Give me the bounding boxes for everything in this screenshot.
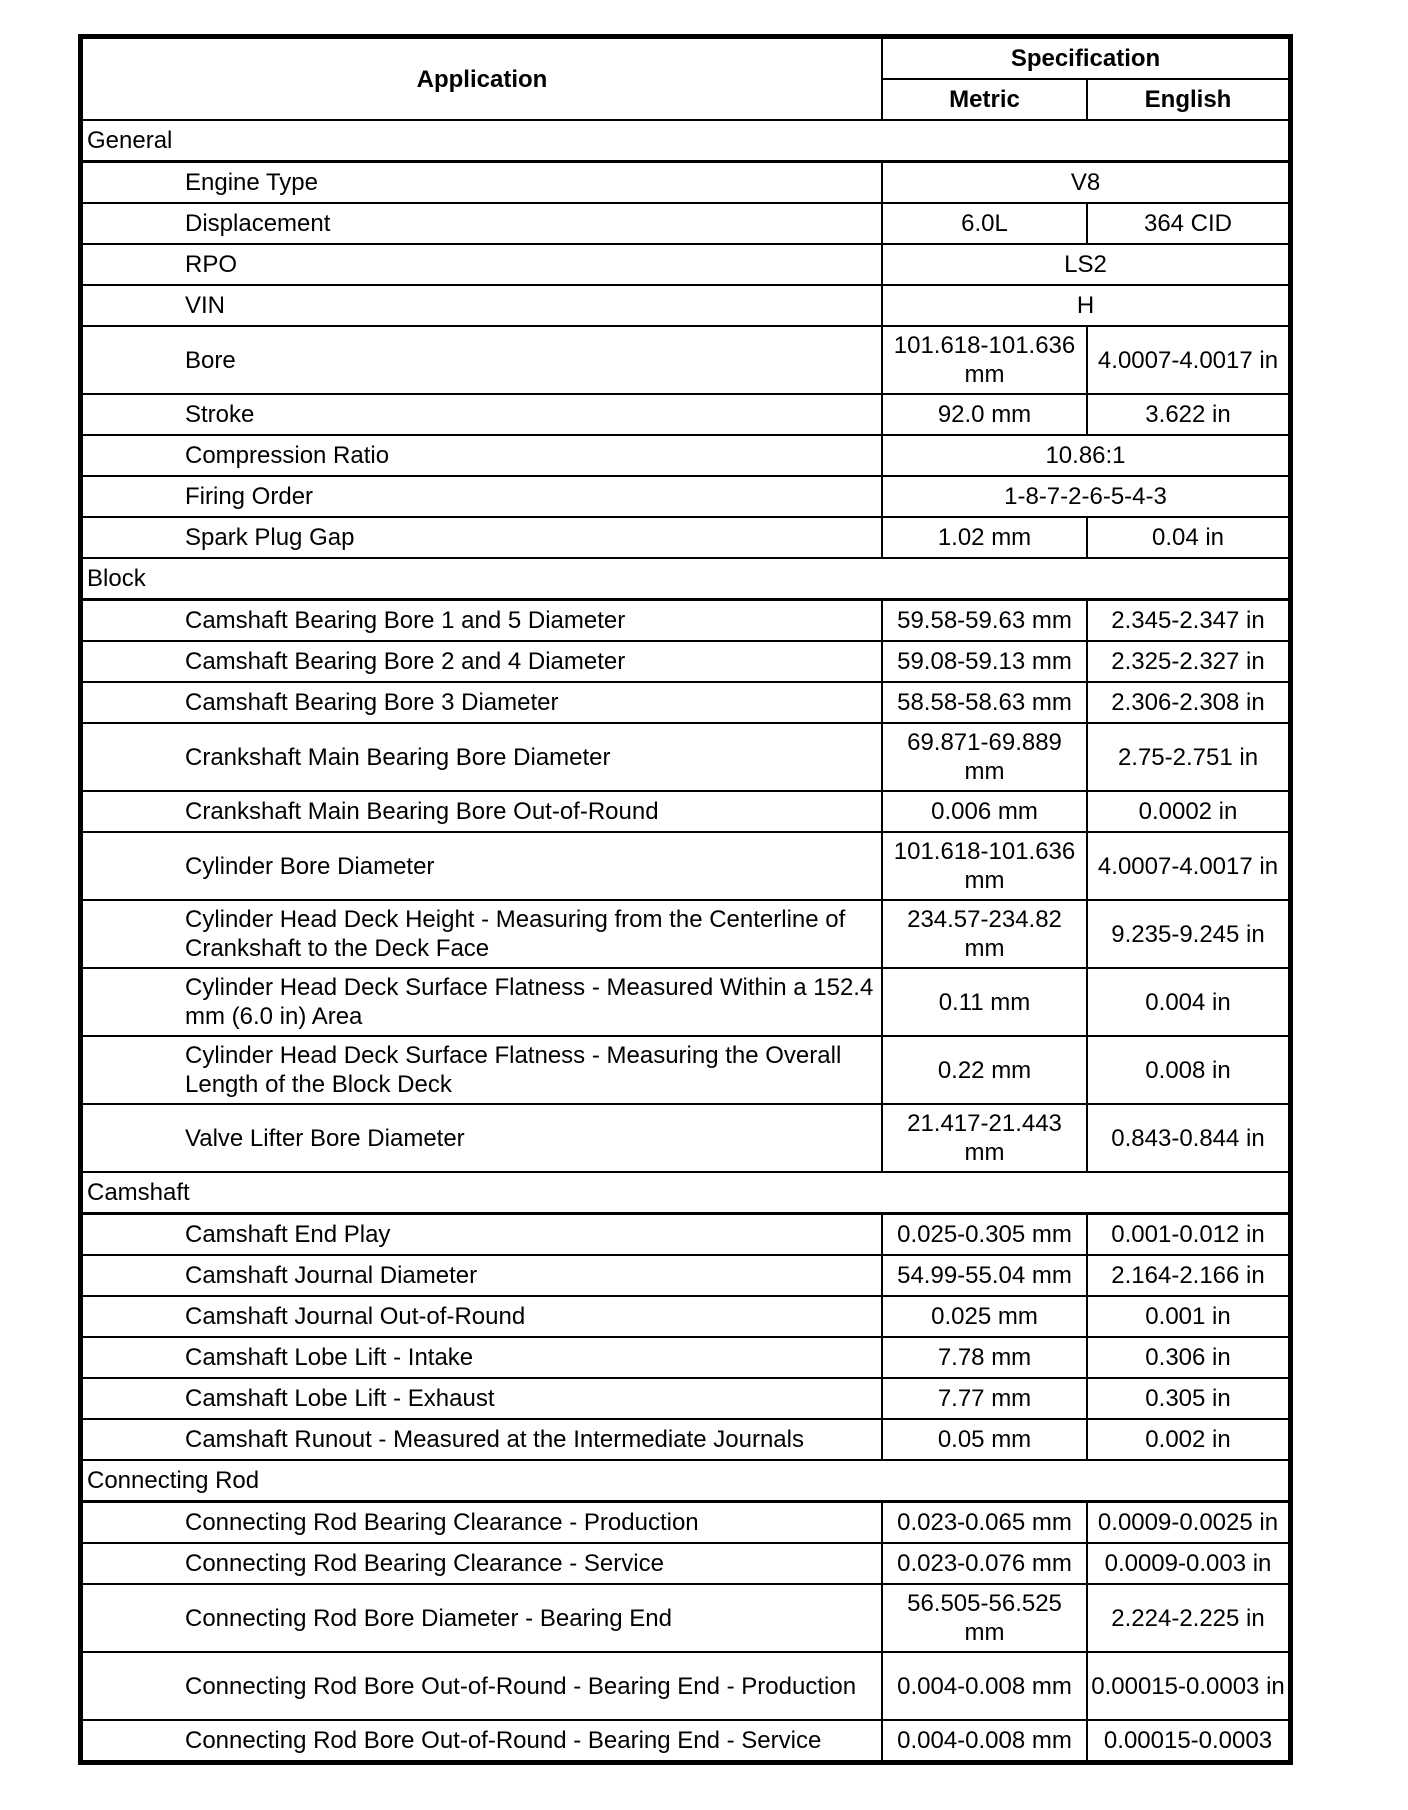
english-value-cell: 0.002 in xyxy=(1087,1419,1289,1460)
english-value-cell: 2.164-2.166 in xyxy=(1087,1255,1289,1296)
header-row-1 xyxy=(82,38,1289,79)
table-row xyxy=(82,435,1289,476)
table-row xyxy=(82,682,1289,723)
spec-value-cell: H xyxy=(882,285,1289,326)
table-body xyxy=(82,120,1289,1761)
application-cell: Camshaft Lobe Lift - Exhaust xyxy=(82,1378,882,1419)
english-value-cell: 0.001-0.012 in xyxy=(1087,1214,1289,1256)
english-value-cell: 0.306 in xyxy=(1087,1337,1289,1378)
table-header xyxy=(82,38,1289,120)
section-title: Connecting Rod xyxy=(82,1460,1289,1502)
table-row xyxy=(82,1502,1289,1544)
application-cell: Cylinder Head Deck Surface Flatness - Measured Within a 152.4 mm (6.0 in) Area xyxy=(82,968,882,1036)
table-row xyxy=(82,1720,1289,1761)
application-cell: Cylinder Bore Diameter xyxy=(82,832,882,900)
english-value-cell: 0.305 in xyxy=(1087,1378,1289,1419)
metric-value-cell: 0.05 mm xyxy=(882,1419,1087,1460)
application-cell: RPO xyxy=(82,244,882,285)
table-row xyxy=(82,900,1289,968)
application-cell: Camshaft Bearing Bore 3 Diameter xyxy=(82,682,882,723)
spec-value-cell: LS2 xyxy=(882,244,1289,285)
metric-value-cell: 21.417-21.443 mm xyxy=(882,1104,1087,1172)
metric-value-cell: 101.618-101.636 mm xyxy=(882,832,1087,900)
metric-value-cell: 6.0L xyxy=(882,203,1087,244)
table-row xyxy=(82,968,1289,1036)
application-cell: Camshaft Runout - Measured at the Intermediate Journals xyxy=(82,1419,882,1460)
application-cell: Connecting Rod Bore Diameter - Bearing End xyxy=(82,1584,882,1652)
metric-value-cell: 7.77 mm xyxy=(882,1378,1087,1419)
application-cell: Spark Plug Gap xyxy=(82,517,882,558)
table-row xyxy=(82,1255,1289,1296)
section-title: Block xyxy=(82,558,1289,600)
english-value-cell: 4.0007-4.0017 in xyxy=(1087,326,1289,394)
application-cell: Bore xyxy=(82,326,882,394)
application-cell: Connecting Rod Bearing Clearance - Production xyxy=(82,1502,882,1544)
application-cell: Cylinder Head Deck Surface Flatness - Measuring the Overall Length of the Block Deck xyxy=(82,1036,882,1104)
table-row xyxy=(82,326,1289,394)
table-row xyxy=(82,1419,1289,1460)
spec-value-cell: 1-8-7-2-6-5-4-3 xyxy=(882,476,1289,517)
section-row xyxy=(82,1172,1289,1214)
english-value-cell: 0.00015-0.0003 xyxy=(1087,1720,1289,1761)
table-row xyxy=(82,285,1289,326)
section-title: General xyxy=(82,120,1289,162)
metric-value-cell: 0.22 mm xyxy=(882,1036,1087,1104)
table-row xyxy=(82,162,1289,204)
metric-value-cell: 0.025-0.305 mm xyxy=(882,1214,1087,1256)
application-cell: Firing Order xyxy=(82,476,882,517)
english-value-cell: 3.622 in xyxy=(1087,394,1289,435)
engine-spec-table xyxy=(78,34,1293,1765)
spec-value-cell: V8 xyxy=(882,162,1289,204)
english-value-cell: 0.00015-0.0003 in xyxy=(1087,1652,1289,1720)
metric-value-cell: 1.02 mm xyxy=(882,517,1087,558)
section-row xyxy=(82,120,1289,162)
metric-value-cell: 54.99-55.04 mm xyxy=(882,1255,1087,1296)
application-cell: VIN xyxy=(82,285,882,326)
english-header: English xyxy=(1087,79,1289,120)
english-value-cell: 0.0002 in xyxy=(1087,791,1289,832)
table-row xyxy=(82,1104,1289,1172)
english-value-cell: 0.0009-0.0025 in xyxy=(1087,1502,1289,1544)
english-value-cell: 0.001 in xyxy=(1087,1296,1289,1337)
english-value-cell: 2.224-2.225 in xyxy=(1087,1584,1289,1652)
application-cell: Compression Ratio xyxy=(82,435,882,476)
metric-value-cell: 69.871-69.889 mm xyxy=(882,723,1087,791)
metric-value-cell: 58.58-58.63 mm xyxy=(882,682,1087,723)
table-row xyxy=(82,1652,1289,1720)
metric-value-cell: 0.004-0.008 mm xyxy=(882,1720,1087,1761)
english-value-cell: 9.235-9.245 in xyxy=(1087,900,1289,968)
section-row xyxy=(82,1460,1289,1502)
application-cell: Connecting Rod Bore Out-of-Round - Bearing End - Service xyxy=(82,1720,882,1761)
application-cell: Crankshaft Main Bearing Bore Diameter xyxy=(82,723,882,791)
table-row xyxy=(82,203,1289,244)
application-cell: Camshaft Journal Diameter xyxy=(82,1255,882,1296)
table-row xyxy=(82,791,1289,832)
metric-value-cell: 101.618-101.636 mm xyxy=(882,326,1087,394)
table-row xyxy=(82,1296,1289,1337)
application-cell: Camshaft Journal Out-of-Round xyxy=(82,1296,882,1337)
table-row xyxy=(82,517,1289,558)
metric-value-cell: 0.025 mm xyxy=(882,1296,1087,1337)
table-row xyxy=(82,832,1289,900)
application-header: Application xyxy=(82,38,882,120)
application-cell: Displacement xyxy=(82,203,882,244)
table-row xyxy=(82,1337,1289,1378)
application-cell: Camshaft Bearing Bore 2 and 4 Diameter xyxy=(82,641,882,682)
table-row xyxy=(82,244,1289,285)
table-row xyxy=(82,1036,1289,1104)
table-row xyxy=(82,394,1289,435)
table-row xyxy=(82,600,1289,642)
metric-value-cell: 0.006 mm xyxy=(882,791,1087,832)
spec-value-cell: 10.86:1 xyxy=(882,435,1289,476)
metric-value-cell: 56.505-56.525 mm xyxy=(882,1584,1087,1652)
table-row xyxy=(82,641,1289,682)
specification-header: Specification xyxy=(882,38,1289,79)
table-row xyxy=(82,1543,1289,1584)
english-value-cell: 0.008 in xyxy=(1087,1036,1289,1104)
table-row xyxy=(82,723,1289,791)
metric-value-cell: 0.11 mm xyxy=(882,968,1087,1036)
english-value-cell: 4.0007-4.0017 in xyxy=(1087,832,1289,900)
metric-header: Metric xyxy=(882,79,1087,120)
english-value-cell: 0.0009-0.003 in xyxy=(1087,1543,1289,1584)
application-cell: Camshaft Lobe Lift - Intake xyxy=(82,1337,882,1378)
application-cell: Connecting Rod Bearing Clearance - Service xyxy=(82,1543,882,1584)
english-value-cell: 2.75-2.751 in xyxy=(1087,723,1289,791)
application-cell: Crankshaft Main Bearing Bore Out-of-Round xyxy=(82,791,882,832)
application-cell: Cylinder Head Deck Height - Measuring from the Centerline of Crankshaft to the Deck Face xyxy=(82,900,882,968)
section-title: Camshaft xyxy=(82,1172,1289,1214)
table-row xyxy=(82,1584,1289,1652)
english-value-cell: 364 CID xyxy=(1087,203,1289,244)
metric-value-cell: 0.023-0.065 mm xyxy=(882,1502,1087,1544)
metric-value-cell: 92.0 mm xyxy=(882,394,1087,435)
application-cell: Engine Type xyxy=(82,162,882,204)
metric-value-cell: 59.08-59.13 mm xyxy=(882,641,1087,682)
english-value-cell: 0.843-0.844 in xyxy=(1087,1104,1289,1172)
application-cell: Camshaft Bearing Bore 1 and 5 Diameter xyxy=(82,600,882,642)
application-cell: Stroke xyxy=(82,394,882,435)
application-cell: Connecting Rod Bore Out-of-Round - Bearing End - Production xyxy=(82,1652,882,1720)
table-row xyxy=(82,476,1289,517)
application-cell: Valve Lifter Bore Diameter xyxy=(82,1104,882,1172)
metric-value-cell: 0.023-0.076 mm xyxy=(882,1543,1087,1584)
english-value-cell: 0.004 in xyxy=(1087,968,1289,1036)
metric-value-cell: 234.57-234.82 mm xyxy=(882,900,1087,968)
table-row xyxy=(82,1214,1289,1256)
english-value-cell: 0.04 in xyxy=(1087,517,1289,558)
spec-table xyxy=(81,37,1290,1762)
section-row xyxy=(82,558,1289,600)
english-value-cell: 2.325-2.327 in xyxy=(1087,641,1289,682)
english-value-cell: 2.345-2.347 in xyxy=(1087,600,1289,642)
table-row xyxy=(82,1378,1289,1419)
application-cell: Camshaft End Play xyxy=(82,1214,882,1256)
metric-value-cell: 59.58-59.63 mm xyxy=(882,600,1087,642)
metric-value-cell: 0.004-0.008 mm xyxy=(882,1652,1087,1720)
english-value-cell: 2.306-2.308 in xyxy=(1087,682,1289,723)
metric-value-cell: 7.78 mm xyxy=(882,1337,1087,1378)
